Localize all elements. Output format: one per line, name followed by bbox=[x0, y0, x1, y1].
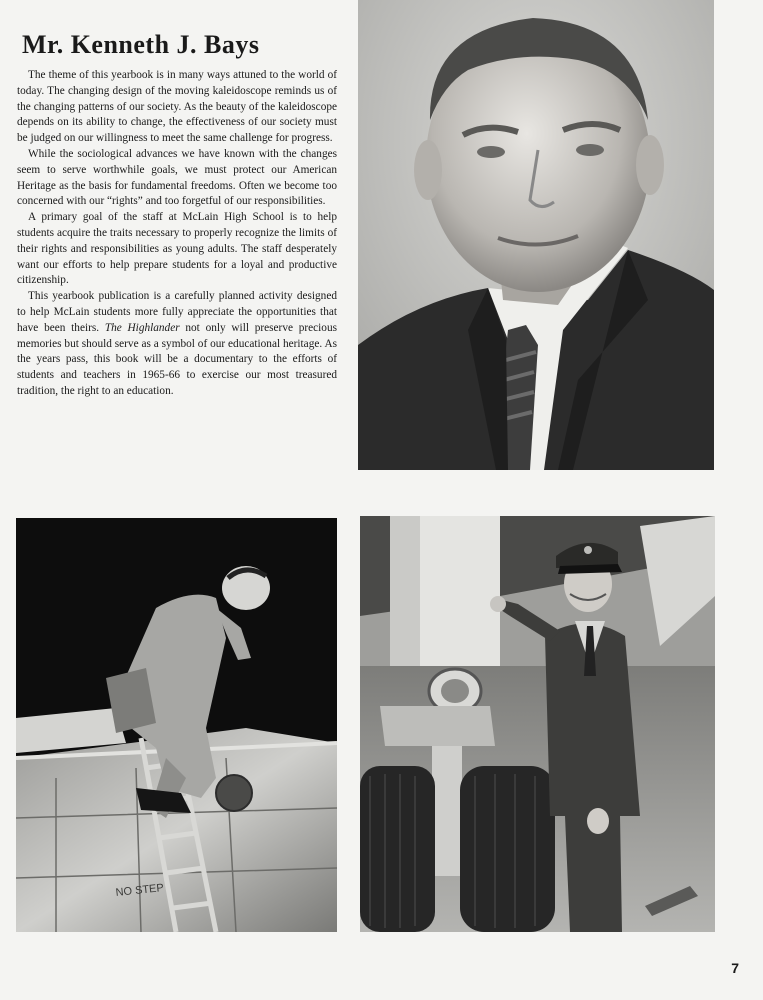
no-step-stencil: NO STEP bbox=[115, 882, 165, 899]
cockpit-photo bbox=[16, 518, 337, 932]
article-body bbox=[17, 68, 337, 400]
paragraph-4-end: not only will preserve precious memories but should serve as a symbol of our educational heritage. As the years pass, this book will be a documentary to the efforts of students and teachers in 1965-66 to exercise our most treasured tradition, the right to an education. bbox=[17, 321, 338, 397]
paragraph-2: While the sociological advances we have known with the changes seem to serve worthwhile goals, we must protect our American Heritage as the basis for fundamental freedoms. Often we become too concerned with our “rights” and too forgetful of our responsibilities. bbox=[17, 147, 337, 208]
yearbook-name: The Highlander bbox=[104, 321, 180, 334]
officer-aircraft-photo bbox=[360, 516, 715, 932]
page-title: Mr. Kenneth J. Bays bbox=[22, 30, 260, 59]
paragraph-4-start: This yearbook publication is a carefully planned activity designed to help McLain students more fully appreciate the opportunities that have been theirs. bbox=[17, 290, 337, 334]
portrait-photo bbox=[358, 0, 714, 470]
paragraph-4 bbox=[17, 289, 337, 400]
page-number: 7 bbox=[731, 960, 739, 976]
paragraph-1: The theme of this yearbook is in many ways attuned to the world of today. The changing design of the moving kaleidoscope reminds us of the changing patterns of our society. As the beauty of the kaleidoscope depends on its ability to change, the effectiveness of our society must be judged on our willingness to meet the same challenge for progress. bbox=[17, 69, 337, 145]
paragraph-3: A primary goal of the staff at McLain High School is to help students acquire the traits necessary to properly recognize the limits of their rights and responsibilities as young adults. The staff desperately want our efforts to help prepare students for a loyal and productive citizenship. bbox=[17, 211, 337, 287]
